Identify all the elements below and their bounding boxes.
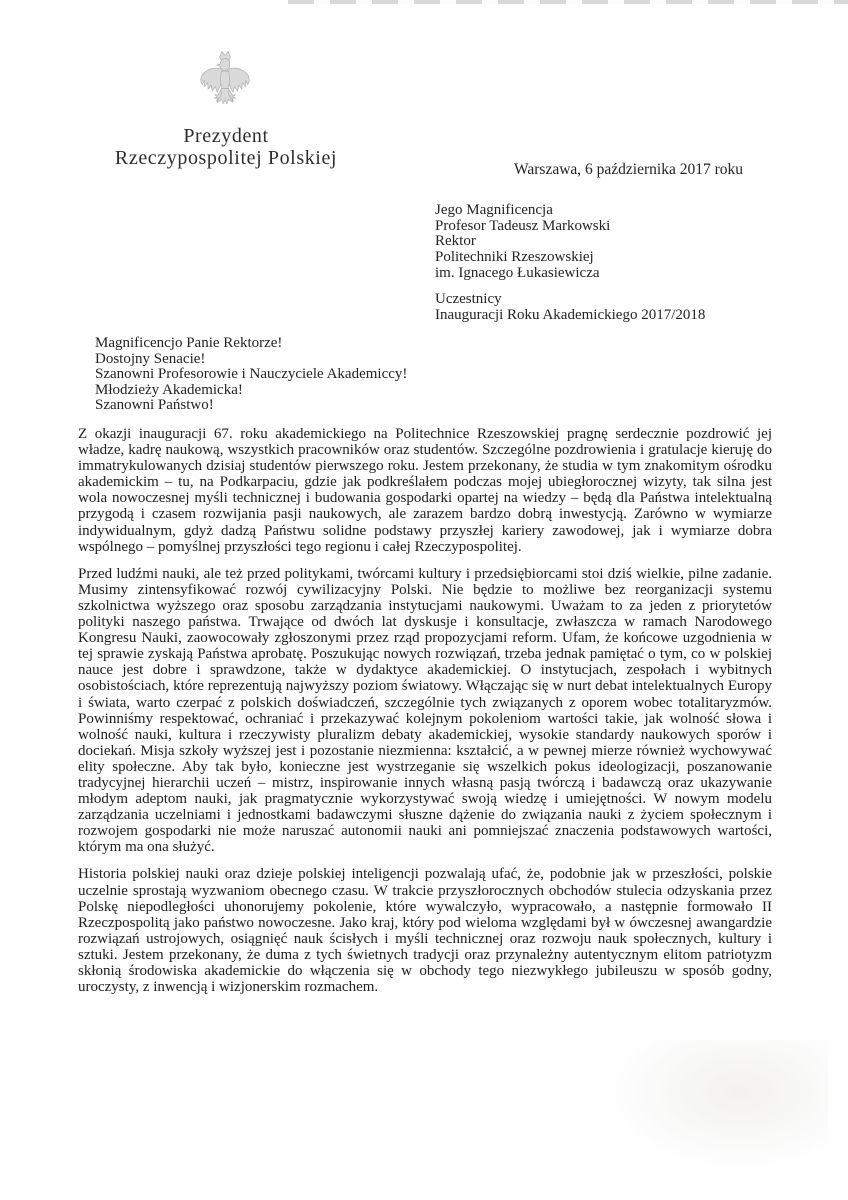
salutation-line: Magnificencjo Panie Rektorze!	[95, 335, 283, 351]
sender-title-line1: Prezydent	[183, 125, 269, 147]
letterhead-sender	[75, 126, 377, 169]
recipient-line: Jego Magnificencja	[435, 202, 553, 218]
recipient-block	[435, 203, 610, 282]
salutation-line: Szanowni Profesorowie i Nauczyciele Akademiccy!	[95, 366, 408, 383]
sender-title-line2: Rzeczypospolitej Polskiej	[114, 147, 338, 169]
audience-line: Uczestnicy	[435, 291, 502, 307]
salutation-line: Młodzieży Akademicka!	[95, 381, 243, 398]
scan-artifact-top-edge	[288, 0, 848, 4]
salutation-line: Dostojny Senacie!	[95, 350, 206, 367]
polish-eagle-emblem-icon	[195, 48, 255, 122]
recipient-line: Rektor	[435, 233, 476, 250]
audience-line: Inauguracji Roku Akademickiego 2017/2018	[435, 306, 706, 323]
dateline: Warszawa, 6 października 2017 roku	[514, 161, 744, 178]
letter-body	[78, 426, 772, 1006]
body-paragraph-1: Z okazji inauguracji 67. roku akademickiego na Politechnice Rzeszowskiej pragnę serdecznie pozdrowić jej władze, kadrę naukową, wszystkich pracowników oraz studentów. Szczególne pozdrowienia i gratulacje kieruję do immatrykulowanych dzisiaj studentów pierwszego roku. Jestem przekonany, że studia w tym znakomitym ośrodku akademickim – tu, na Podkarpaciu, gdzie jak podkreślałem podczas mojej ubiegłorocznej wizyty, tak silna jest wola nowoczesnej myśli technicznej i budowania gospodarki opartej na wiedzy – będą dla Państwa intelektualną przygodą i czasem rozwijania pasji naukowych, ale zarazem bardzo dobrą inwestycją. Zarówno w wymiarze indywidualnym, gdyż dadzą Państwu solidne podstawy przyszłej kariery zawodowej, jak i wymiarze dobra wspólnego – pomyślnej przyszłości tego regionu i całej Rzeczypospolitej.	[78, 426, 772, 555]
salutation-block	[95, 336, 407, 414]
recipient-line: im. Ignacego Łukasiewicza	[435, 264, 600, 281]
body-paragraph-3: Historia polskiej nauki oraz dzieje polskiej inteligencji pozwalają ufać, że, podobnie jak w przeszłości, polskie uczelnie sprostają wyzwaniom obecnego czasu. W trakcie przyszłorocznych obchodów stulecia odzyskania przez Polskę niepodległości uhonorujemy pokolenie, które wywalczyło, wypracowało, a następnie formowało II Rzeczpospolitą jako państwo nowoczesne. Jako kraj, który pod wieloma względami był w ówczesnej awangardzie rozwiązań ustrojowych, osiągnięć nauk ścisłych i myśli technicznej oraz rozwoju nauk społecznych, kultury i sztuki. Jestem przekonany, że duma z tych świetnych tradycji oraz przynależny autentycznym elitom patriotyzm skłonią środowiska akademickie do włączenia się w obchody tego niezwykłego jubileuszu w sposób godny, uroczysty, z inwencją i wizjonerskim rozmachem.	[78, 866, 772, 996]
recipient-line: Politechniki Rzeszowskiej	[435, 249, 594, 266]
scan-smudge-bottom-right	[608, 1040, 828, 1170]
recipient-line: Profesor Tadeusz Markowski	[435, 217, 611, 234]
salutation-line: Szanowni Państwo!	[95, 397, 214, 414]
audience-block	[435, 292, 705, 323]
body-paragraph-2: Przed ludźmi nauki, ale też przed politykami, twórcami kultury i przedsiębiorcami stoi dziś wielkie, pilne zadanie. Musimy zintensyfikować rozwój cywilizacyjny Polski. Nie będzie to możliwe bez reorganizacji systemu szkolnictwa wyższego oraz sposobu zarządzania instytucjami naukowymi. Uważam to za jeden z priorytetów polityki naszego państwa. Trwające od dwóch lat dyskusje i konsultacje, zwłaszcza w ramach Narodowego Kongresu Nauki, zaowocowały zgłoszonymi przez rząd propozycjami reform. Ufam, że końcowe uzgodnienia w tej sprawie zyskają Państwa aprobatę. Poszukując nowych rozwiązań, trzeba jednak pamiętać o tym, co w polskiej nauce jest dobre i sprawdzone, także w dydaktyce akademickiej. O instytucjach, zespołach i wybitnych osobistościach, które reprezentują najwyższy poziom światowy. Włączając się w nurt debat intelektualnych Europy i świata, warto czerpać z polskich doświadczeń, szczególnie tych związanych z oporem wobec totalitaryzmów. Powinniśmy respektować, ochraniać i przekazywać kolejnym pokoleniom wartości takie, jak wolność słowa i wolność nauki, kultura i rzeczywisty pluralizm debaty akademickiej, wysokie standardy naukowych sporów i dociekań. Misja szkoły wyższej jest i pozostanie niezmienna: kształcić, a w pewnej mierze również wychowywać elity społeczne. Aby tak było, konieczne jest wystrzeganie się wszelkich pokus ideologizacji, poszanowanie tradycyjnej hierarchii uczeń – mistrz, inspirowanie innych własną pasją twórczą i badawczą oraz ukazywanie młodym adeptom nauki, jak pragmatycznie wykorzystywać swoją wiedzę i umiejętności. W nowym modelu zarządzania uczelniami i jednostkami badawczymi słuszne dążenie do związania nauki z życiem społecznym i rozwojem gospodarki nie może naruszać autonomii nauki ani pomniejszać znaczenia podstawowych wartości, którym ma ona służyć.	[78, 565, 772, 856]
